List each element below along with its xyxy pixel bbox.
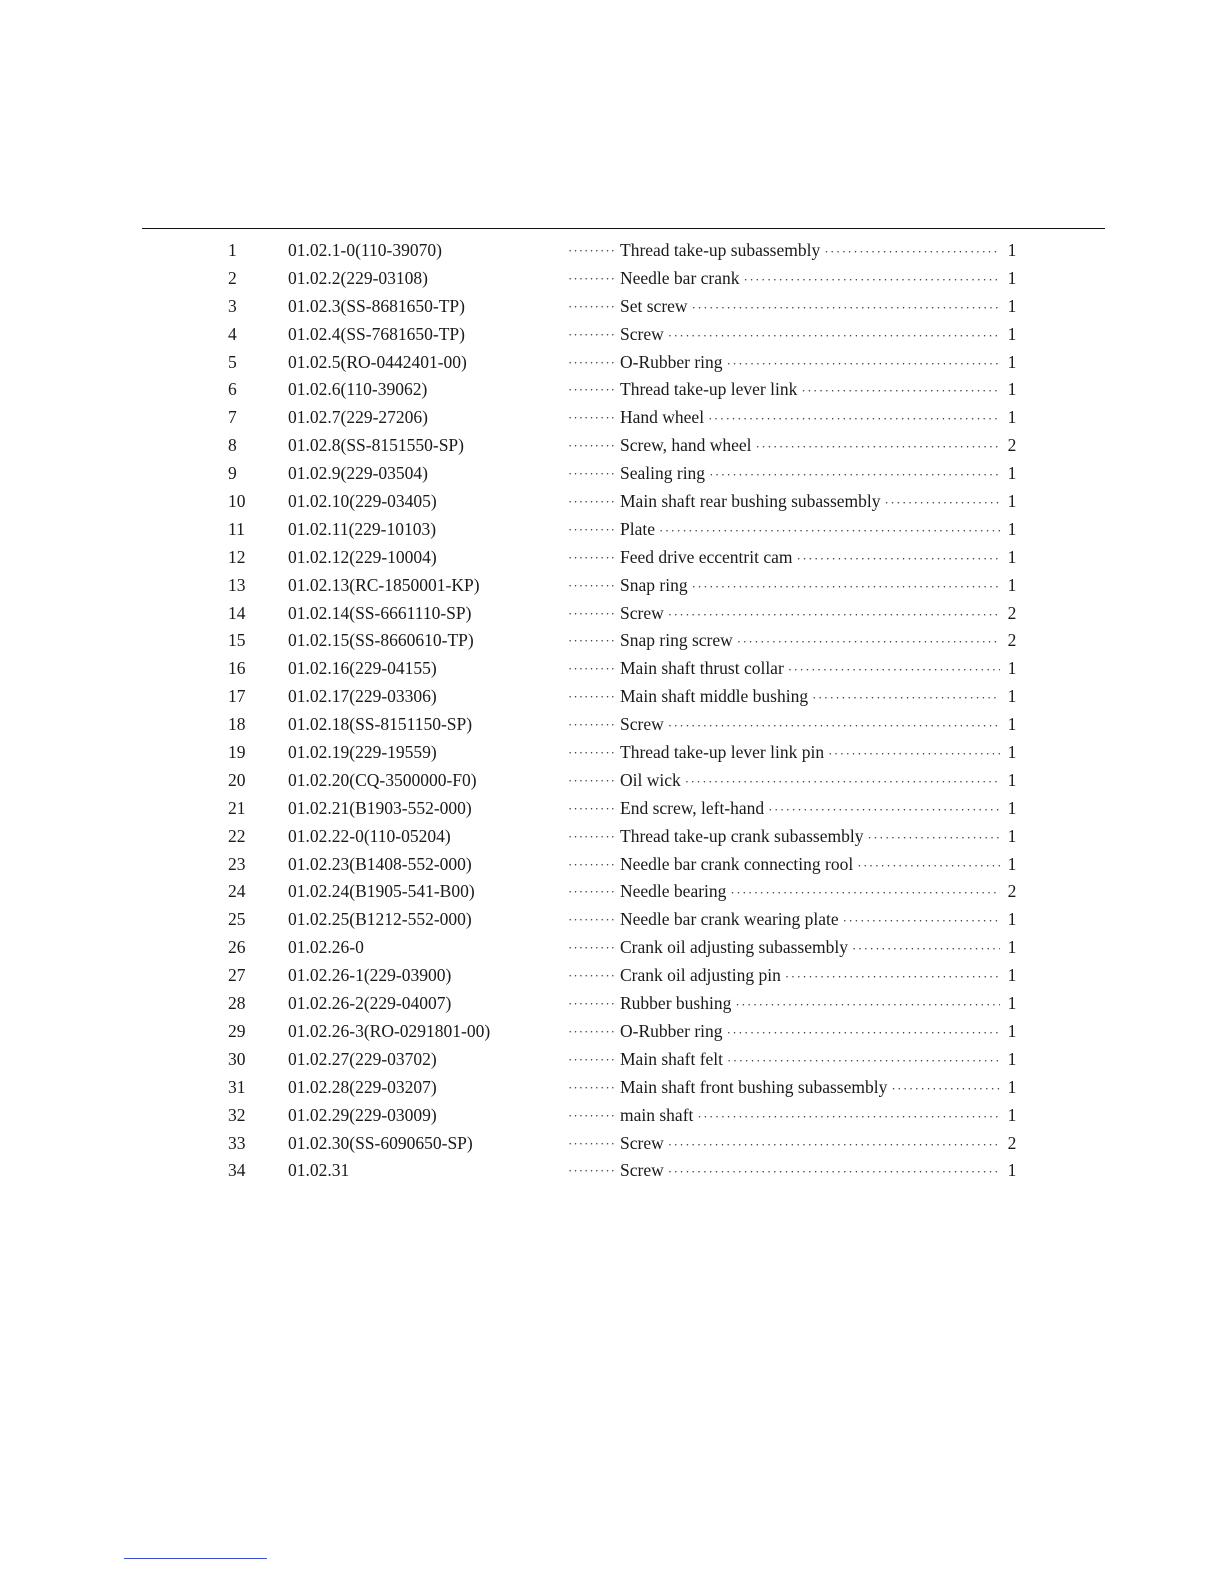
- part-description: Screw, hand wheel: [620, 432, 756, 460]
- item-number: 22: [228, 825, 246, 846]
- dot-leader: ·········: [568, 996, 616, 1012]
- table-row: [0, 321, 1224, 349]
- dot-leader: [692, 573, 1000, 601]
- part-description: Oil wick: [620, 767, 685, 795]
- part-description: Plate: [620, 516, 659, 544]
- part-code: 01.02.26-2(229-04007): [288, 993, 452, 1014]
- dot-leader: [692, 294, 1000, 322]
- part-description: Needle bar crank wearing plate: [620, 906, 843, 934]
- part-code: 01.02.20(CQ-3500000-F0): [288, 769, 477, 790]
- part-description: Snap ring screw: [620, 627, 737, 655]
- table-row: [0, 376, 1224, 404]
- dot-leader: ·········: [568, 466, 616, 482]
- part-description-cell: [620, 934, 1000, 963]
- part-description-cell: [620, 349, 1000, 378]
- quantity: 1: [1007, 295, 1017, 316]
- part-description-cell: [620, 683, 1000, 712]
- part-description: Main shaft front bushing subassembly: [620, 1074, 891, 1102]
- dot-leader: ·········: [568, 494, 616, 510]
- item-number: 10: [228, 491, 246, 512]
- dot-leader: [812, 684, 1000, 712]
- table-row: [0, 655, 1224, 683]
- dot-leader: [735, 991, 1000, 1019]
- item-number: 8: [228, 435, 237, 456]
- quantity: 1: [1007, 491, 1017, 512]
- dot-leader: ·········: [568, 745, 616, 761]
- quantity: 1: [1007, 518, 1017, 539]
- dot-leader: [768, 796, 1000, 824]
- dot-leader: [659, 517, 1000, 545]
- part-description-cell: [620, 600, 1000, 629]
- item-number: 16: [228, 658, 246, 679]
- quantity: 1: [1007, 1104, 1017, 1125]
- part-description-cell: [620, 321, 1000, 350]
- dot-leader: [867, 824, 1000, 852]
- quantity: 1: [1007, 463, 1017, 484]
- table-row: [0, 711, 1224, 739]
- part-description-cell: [620, 265, 1000, 294]
- item-number: 19: [228, 742, 246, 763]
- part-description-cell: [620, 851, 1000, 880]
- dot-leader: ·········: [568, 1023, 616, 1039]
- dot-leader: ·········: [568, 940, 616, 956]
- quantity: 1: [1007, 769, 1017, 790]
- item-number: 14: [228, 602, 246, 623]
- quantity: 1: [1007, 546, 1017, 567]
- part-description-cell: [620, 739, 1000, 768]
- part-description-cell: [620, 1130, 1000, 1159]
- item-number: 28: [228, 993, 246, 1014]
- part-code: 01.02.25(B1212-552-000): [288, 909, 472, 930]
- dot-leader: ·········: [568, 326, 616, 342]
- part-description: End screw, left-hand: [620, 795, 768, 823]
- part-code: 01.02.9(229-03504): [288, 463, 428, 484]
- item-number: 6: [228, 379, 237, 400]
- dot-leader: [668, 1158, 1000, 1186]
- part-description-cell: [620, 572, 1000, 601]
- part-code: 01.02.16(229-04155): [288, 658, 437, 679]
- part-description-cell: [620, 293, 1000, 322]
- quantity: 2: [1007, 435, 1017, 456]
- dot-leader: [852, 935, 1000, 963]
- quantity: 1: [1007, 1020, 1017, 1041]
- part-description: Screw: [620, 1157, 668, 1185]
- dot-leader: [697, 1103, 1000, 1131]
- part-code: 01.02.28(229-03207): [288, 1076, 437, 1097]
- part-description-cell: [620, 544, 1000, 573]
- part-code: 01.02.1-0(110-39070): [288, 240, 442, 260]
- part-code: 01.02.26-1(229-03900): [288, 965, 452, 986]
- part-description: Thread take-up lever link pin: [620, 739, 828, 767]
- dot-leader: ·········: [568, 438, 616, 454]
- table-row: [0, 516, 1224, 544]
- part-code: 01.02.7(229-27206): [288, 407, 428, 428]
- table-row: [0, 293, 1224, 321]
- part-description: Needle bearing: [620, 878, 730, 906]
- item-number: 5: [228, 351, 237, 372]
- part-code: 01.02.17(229-03306): [288, 686, 437, 707]
- quantity: 1: [1007, 574, 1017, 595]
- item-number: 29: [228, 1020, 246, 1041]
- dot-leader: ·········: [568, 298, 616, 314]
- item-number: 1: [228, 240, 237, 260]
- part-description: main shaft: [620, 1102, 697, 1130]
- part-description: Screw: [620, 600, 668, 628]
- table-row: [0, 906, 1224, 934]
- item-number: 11: [228, 518, 245, 539]
- part-code: 01.02.2(229-03108): [288, 267, 428, 288]
- quantity: 1: [1007, 686, 1017, 707]
- part-code: 01.02.27(229-03702): [288, 1048, 437, 1069]
- part-code: 01.02.8(SS-8151550-SP): [288, 435, 464, 456]
- dot-leader: [756, 433, 1000, 461]
- part-code: 01.02.3(SS-8681650-TP): [288, 295, 465, 316]
- dot-leader: ·········: [568, 1107, 616, 1123]
- part-description: Feed drive eccentrit cam: [620, 544, 796, 572]
- parts-list: [0, 237, 1224, 1185]
- dot-leader: [885, 489, 1000, 517]
- quantity: 1: [1007, 714, 1017, 735]
- part-description: Needle bar crank: [620, 265, 744, 293]
- table-row: [0, 572, 1224, 600]
- quantity: 1: [1007, 240, 1017, 260]
- part-code: 01.02.6(110-39062): [288, 379, 428, 400]
- part-description: Set screw: [620, 293, 692, 321]
- dot-leader: ·········: [568, 828, 616, 844]
- table-row: [0, 990, 1224, 1018]
- item-number: 30: [228, 1048, 246, 1069]
- quantity: 1: [1007, 407, 1017, 428]
- part-code: 01.02.4(SS-7681650-TP): [288, 323, 465, 344]
- part-code: 01.02.18(SS-8151150-SP): [288, 714, 473, 735]
- part-description: O-Rubber ring: [620, 1018, 727, 1046]
- dot-leader: ·········: [568, 410, 616, 426]
- part-code: 01.02.5(RO-0442401-00): [288, 351, 467, 372]
- part-code: 01.02.14(SS-6661110-SP): [288, 602, 472, 623]
- table-row: [0, 460, 1224, 488]
- part-description-cell: [620, 990, 1000, 1019]
- part-description-cell: [620, 906, 1000, 935]
- dot-leader: [685, 768, 1000, 796]
- part-code: 01.02.30(SS-6090650-SP): [288, 1132, 473, 1153]
- quantity: 1: [1007, 323, 1017, 344]
- part-description-cell: [620, 711, 1000, 740]
- part-description-cell: [620, 795, 1000, 824]
- item-number: 27: [228, 965, 246, 986]
- dot-leader: ·········: [568, 661, 616, 677]
- table-row: [0, 404, 1224, 432]
- part-description: Needle bar crank connecting rool: [620, 851, 857, 879]
- part-description-cell: [620, 516, 1000, 545]
- part-description: Rubber bushing: [620, 990, 735, 1018]
- footnote-rule: [124, 1558, 267, 1559]
- table-row: [0, 851, 1224, 879]
- table-row: [0, 627, 1224, 655]
- top-rule: [142, 228, 1105, 229]
- dot-leader: [801, 377, 1000, 405]
- dot-leader: [788, 656, 1000, 684]
- quantity: 1: [1007, 797, 1017, 818]
- dot-leader: ·········: [568, 382, 616, 398]
- table-row: [0, 1130, 1224, 1158]
- dot-leader: ·········: [568, 633, 616, 649]
- part-code: 01.02.26-0: [288, 937, 364, 958]
- quantity: 1: [1007, 379, 1017, 400]
- table-row: [0, 934, 1224, 962]
- table-row: [0, 962, 1224, 990]
- item-number: 9: [228, 463, 237, 484]
- quantity: 1: [1007, 267, 1017, 288]
- dot-leader: [668, 322, 1000, 350]
- part-code: 01.02.15(SS-8660610-TP): [288, 630, 474, 651]
- quantity: 1: [1007, 853, 1017, 874]
- part-description-cell: [620, 767, 1000, 796]
- part-description-cell: [620, 460, 1000, 489]
- part-description: Thread take-up lever link: [620, 376, 801, 404]
- dot-leader: [744, 266, 1000, 294]
- quantity: 2: [1007, 881, 1017, 902]
- part-code: 01.02.19(229-19559): [288, 742, 437, 763]
- quantity: 1: [1007, 1076, 1017, 1097]
- dot-leader: [824, 238, 1000, 266]
- part-description: Screw: [620, 711, 668, 739]
- item-number: 20: [228, 769, 246, 790]
- part-description-cell: [620, 655, 1000, 684]
- item-number: 25: [228, 909, 246, 930]
- part-description: Sealing ring: [620, 460, 709, 488]
- dot-leader: [730, 879, 1000, 907]
- item-number: 31: [228, 1076, 246, 1097]
- part-description: Main shaft thrust collar: [620, 655, 788, 683]
- dot-leader: [796, 545, 1000, 573]
- part-description: Screw: [620, 1130, 668, 1158]
- part-description-cell: [620, 962, 1000, 991]
- part-description-cell: [620, 1102, 1000, 1131]
- dot-leader: ·········: [568, 1135, 616, 1151]
- dot-leader: ·········: [568, 772, 616, 788]
- item-number: 24: [228, 881, 246, 902]
- dot-leader: [785, 963, 1000, 991]
- part-description: Main shaft middle bushing: [620, 683, 812, 711]
- part-code: 01.02.11(229-10103): [288, 518, 437, 539]
- part-code: 01.02.29(229-03009): [288, 1104, 437, 1125]
- part-code: 01.02.10(229-03405): [288, 491, 437, 512]
- part-code: 01.02.22-0(110-05204): [288, 825, 451, 846]
- part-code: 01.02.23(B1408-552-000): [288, 853, 472, 874]
- dot-leader: [709, 461, 1000, 489]
- item-number: 2: [228, 267, 237, 288]
- part-description-cell: [620, 488, 1000, 517]
- part-description-cell: [620, 404, 1000, 433]
- table-row: [0, 878, 1224, 906]
- item-number: 4: [228, 323, 237, 344]
- item-number: 7: [228, 407, 237, 428]
- quantity: 1: [1007, 658, 1017, 679]
- table-row: [0, 1157, 1224, 1185]
- table-row: [0, 349, 1224, 377]
- part-description-cell: [620, 1046, 1000, 1075]
- part-description: Thread take-up subassembly: [620, 237, 824, 265]
- dot-leader: [668, 712, 1000, 740]
- item-number: 26: [228, 937, 246, 958]
- part-description-cell: [620, 1018, 1000, 1047]
- quantity: 1: [1007, 993, 1017, 1014]
- item-number: 12: [228, 546, 246, 567]
- part-description-cell: [620, 432, 1000, 461]
- part-description-cell: [620, 376, 1000, 405]
- dot-leader: [727, 1019, 1000, 1047]
- item-number: 21: [228, 797, 246, 818]
- part-code: 01.02.12(229-10004): [288, 546, 437, 567]
- dot-leader: ·········: [568, 521, 616, 537]
- item-number: 32: [228, 1104, 246, 1125]
- part-description: Crank oil adjusting pin: [620, 962, 785, 990]
- dot-leader: ·········: [568, 1051, 616, 1067]
- dot-leader: ·········: [568, 1163, 616, 1179]
- table-row: [0, 432, 1224, 460]
- dot-leader: ·········: [568, 549, 616, 565]
- part-description: Thread take-up crank subassembly: [620, 823, 867, 851]
- quantity: 1: [1007, 742, 1017, 763]
- dot-leader: ·········: [568, 912, 616, 928]
- table-row: [0, 600, 1224, 628]
- dot-leader: [891, 1075, 1000, 1103]
- item-number: 3: [228, 295, 237, 316]
- dot-leader: ·········: [568, 717, 616, 733]
- dot-leader: ·········: [568, 354, 616, 370]
- part-description: Main shaft felt: [620, 1046, 727, 1074]
- table-row: [0, 1074, 1224, 1102]
- table-row: [0, 488, 1224, 516]
- table-row: [0, 683, 1224, 711]
- item-number: 33: [228, 1132, 246, 1153]
- dot-leader: ·········: [568, 577, 616, 593]
- quantity: 1: [1007, 1048, 1017, 1069]
- part-description: Crank oil adjusting subassembly: [620, 934, 852, 962]
- dot-leader: ·········: [568, 243, 616, 258]
- quantity: 1: [1007, 909, 1017, 930]
- dot-leader: [727, 1047, 1000, 1075]
- quantity: 1: [1007, 1160, 1017, 1181]
- part-code: 01.02.31: [288, 1160, 350, 1181]
- quantity: 2: [1007, 602, 1017, 623]
- dot-leader: [737, 628, 1000, 656]
- table-row: [0, 767, 1224, 795]
- item-number: 15: [228, 630, 246, 651]
- table-row: [0, 1018, 1224, 1046]
- dot-leader: ·········: [568, 884, 616, 900]
- dot-leader: ·········: [568, 689, 616, 705]
- part-description: Main shaft rear bushing subassembly: [620, 488, 885, 516]
- part-description-cell: [620, 823, 1000, 852]
- part-description-cell: [620, 627, 1000, 656]
- part-description: O-Rubber ring: [620, 349, 727, 377]
- quantity: 1: [1007, 965, 1017, 986]
- part-description-cell: [620, 1157, 1000, 1186]
- item-number: 23: [228, 853, 246, 874]
- table-row: [0, 1046, 1224, 1074]
- part-description-cell: [620, 237, 1000, 266]
- part-code: 01.02.26-3(RO-0291801-00): [288, 1020, 491, 1041]
- quantity: 1: [1007, 351, 1017, 372]
- dot-leader: ·········: [568, 968, 616, 984]
- quantity: 2: [1007, 1132, 1017, 1153]
- quantity: 2: [1007, 630, 1017, 651]
- dot-leader: ·········: [568, 856, 616, 872]
- table-row: [0, 1102, 1224, 1130]
- dot-leader: [668, 1131, 1000, 1159]
- item-number: 13: [228, 574, 246, 595]
- table-row: [0, 823, 1224, 851]
- dot-leader: [708, 405, 1000, 433]
- dot-leader: [727, 350, 1000, 378]
- part-description: Screw: [620, 321, 668, 349]
- dot-leader: ·········: [568, 605, 616, 621]
- table-row: [0, 265, 1224, 293]
- table-row: [0, 237, 1224, 265]
- part-code: 01.02.24(B1905-541-B00): [288, 881, 475, 902]
- dot-leader: [843, 907, 1000, 935]
- dot-leader: [857, 852, 1000, 880]
- quantity: 1: [1007, 937, 1017, 958]
- item-number: 34: [228, 1160, 246, 1181]
- dot-leader: ·········: [568, 270, 616, 286]
- dot-leader: ·········: [568, 1079, 616, 1095]
- item-number: 18: [228, 714, 246, 735]
- part-code: 01.02.21(B1903-552-000): [288, 797, 472, 818]
- part-code: 01.02.13(RC-1850001-KP): [288, 574, 480, 595]
- part-description: Hand wheel: [620, 404, 708, 432]
- table-row: [0, 739, 1224, 767]
- table-row: [0, 544, 1224, 572]
- part-description: Snap ring: [620, 572, 692, 600]
- dot-leader: [668, 601, 1000, 629]
- part-description-cell: [620, 878, 1000, 907]
- part-description-cell: [620, 1074, 1000, 1103]
- table-row: [0, 795, 1224, 823]
- dot-leader: ·········: [568, 800, 616, 816]
- dot-leader: [828, 740, 1000, 768]
- item-number: 17: [228, 686, 246, 707]
- quantity: 1: [1007, 825, 1017, 846]
